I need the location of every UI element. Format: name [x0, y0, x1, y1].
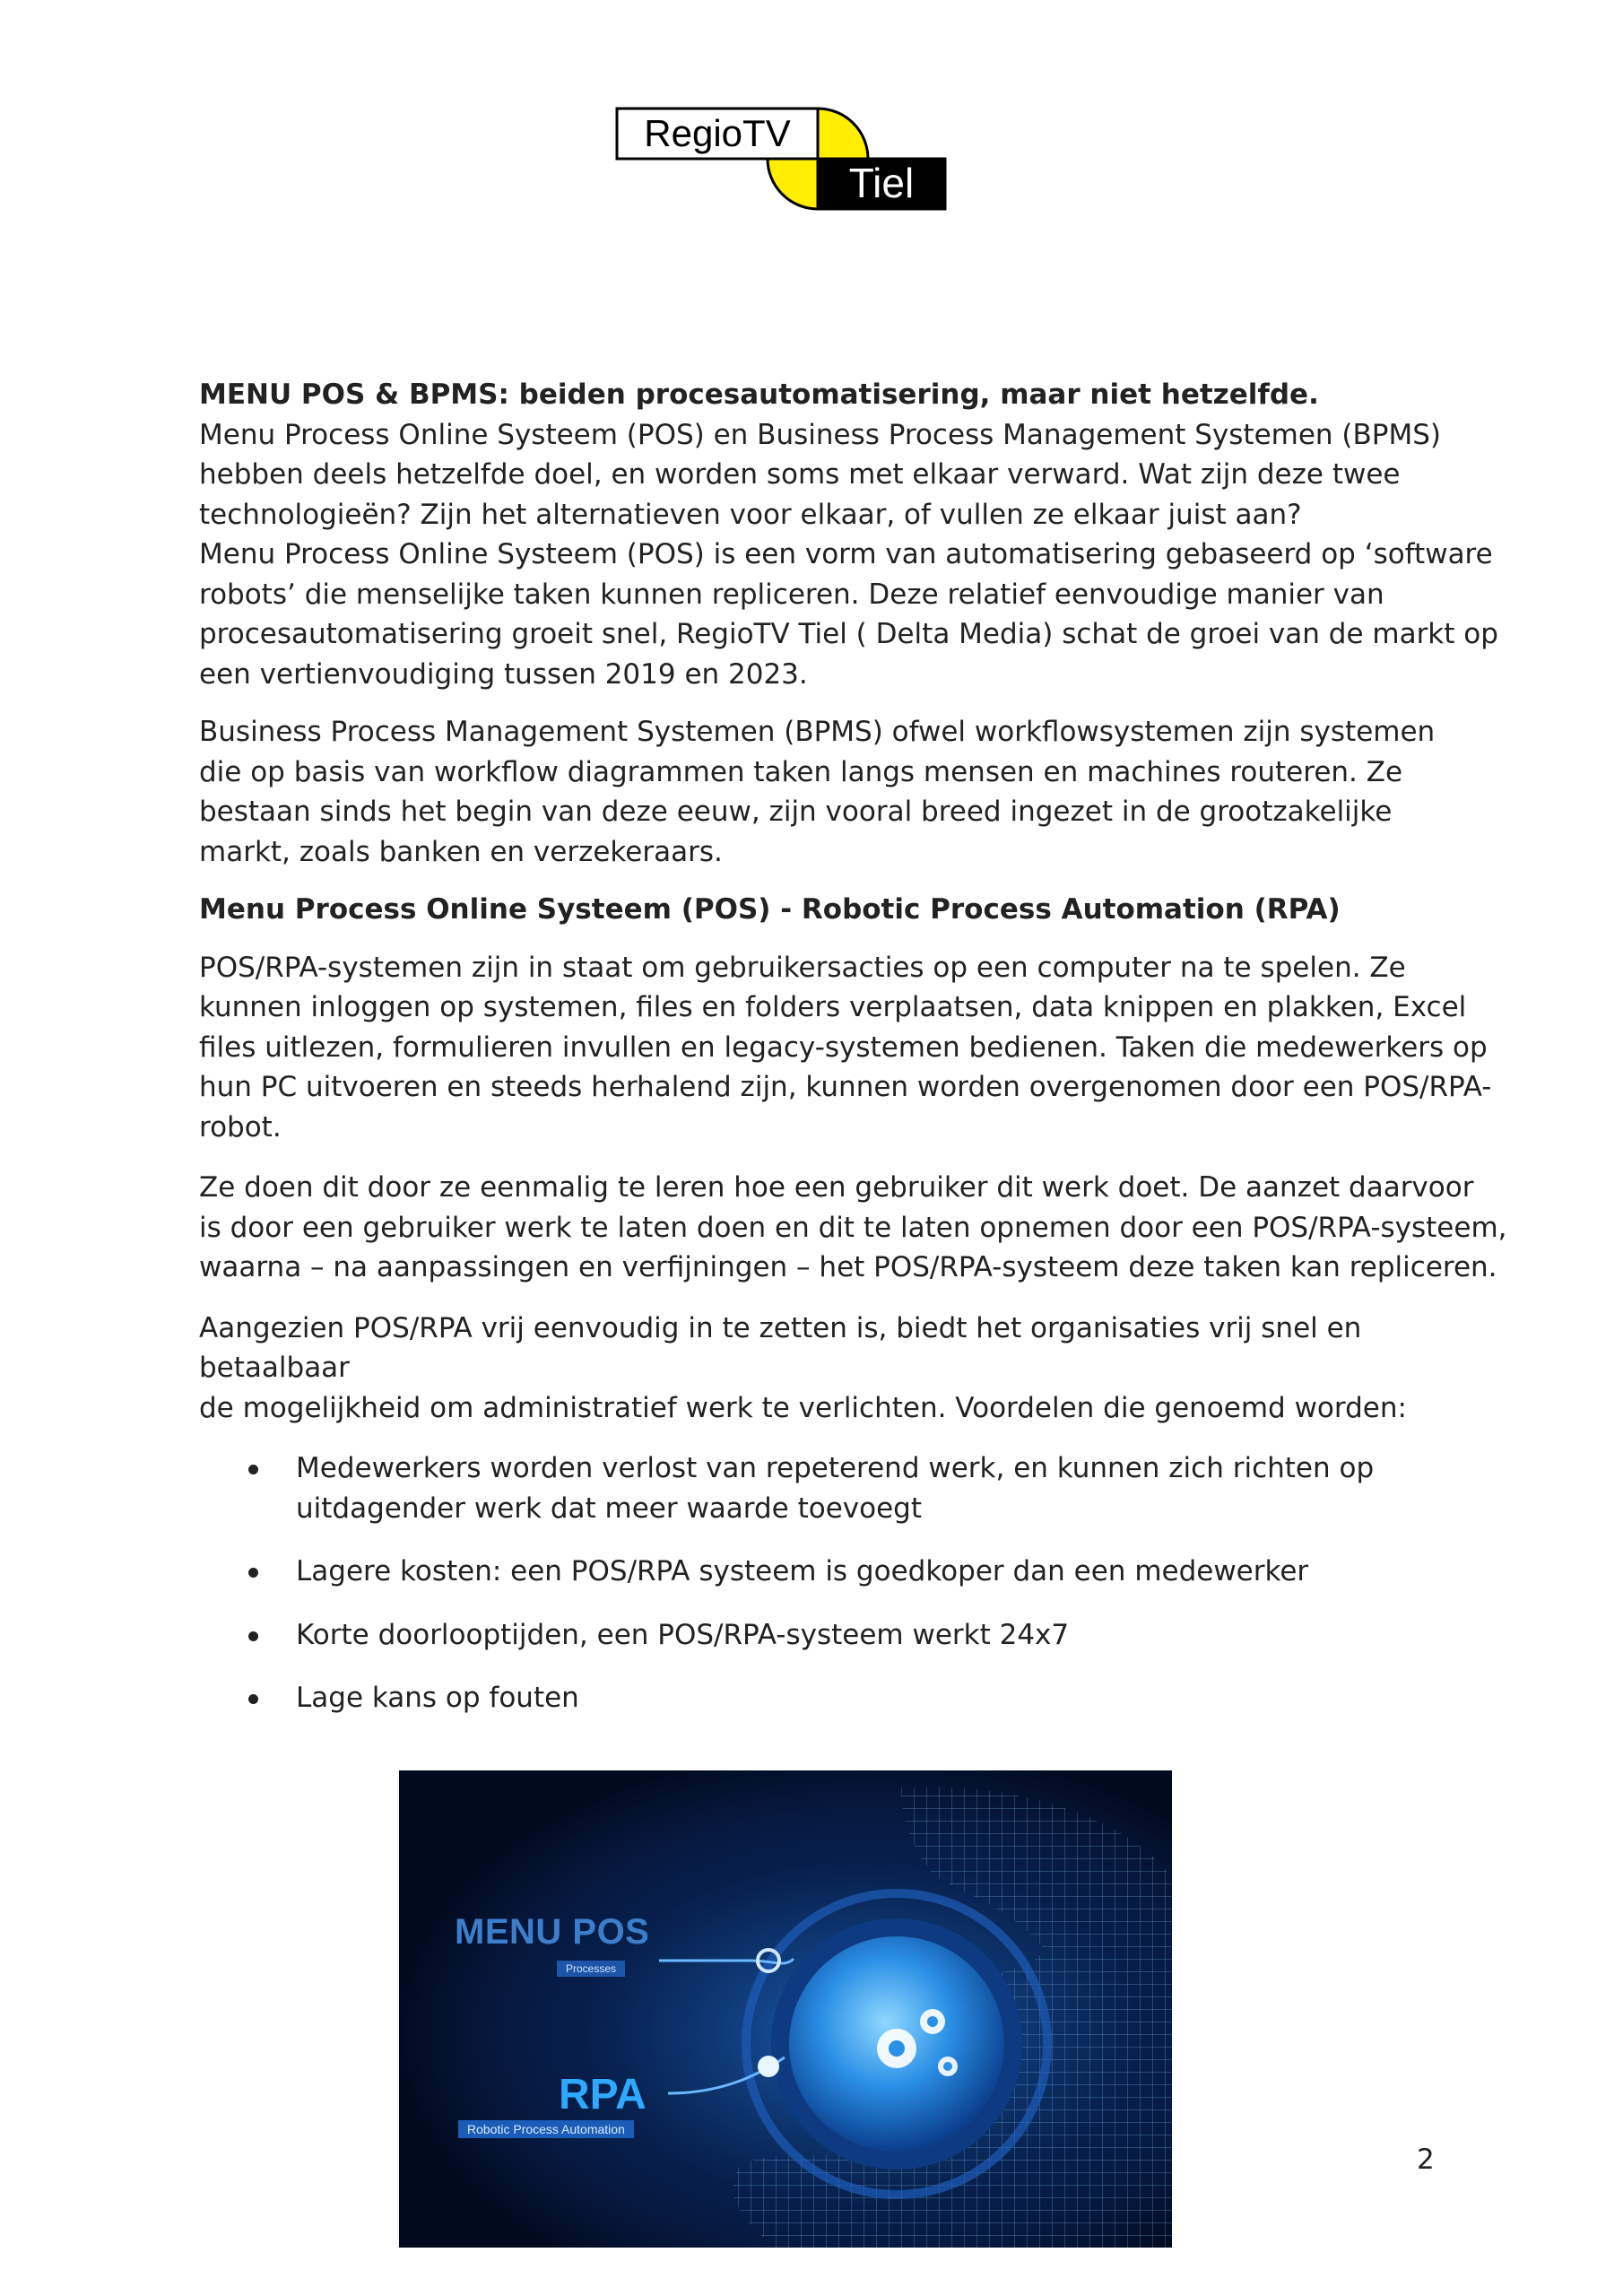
text-line: kunnen inloggen op systemen, files en folders verplaatsen, data knippen en plakken, Excel: [199, 991, 1467, 1023]
figure-title: MENU POS: [455, 1912, 650, 1952]
text-line: Lage kans op fouten: [296, 1682, 579, 1714]
regiotv-tiel-logo: [615, 107, 947, 223]
text-line: Korte doorlooptijden, een POS/RPA-systeem werkt 24x7: [296, 1618, 1070, 1651]
bullet-icon: [248, 1694, 258, 1704]
document-heading: MENU POS & BPMS: beiden procesautomatisering, maar niet hetzelfde.: [199, 378, 1319, 411]
bullet-icon: [248, 1568, 258, 1578]
paragraph-learning: [199, 1168, 1508, 1288]
text-line: hebben deels hetzelfde doel, en worden soms met elkaar verward. Wat zijn deze twee: [199, 458, 1401, 491]
logo-line1: RegioTV: [644, 112, 791, 154]
text-line: robots’ die menselijke taken kunnen repliceren. Deze relatief eenvoudige manier van: [199, 578, 1384, 611]
text-line: POS/RPA-systemen zijn in staat om gebruikersacties op een computer na te spelen. Ze: [199, 951, 1406, 984]
rpa-illustration: [399, 1770, 1172, 2248]
list-item: [199, 1678, 1508, 1718]
bullet-icon: [248, 1465, 258, 1474]
paragraph-bpms: [199, 712, 1508, 872]
text-line: is door een gebruiker werk te laten doen en dit te laten opnemen door een POS/RPA-systeem,: [199, 1211, 1507, 1244]
text-line: markt, zoals banken en verzekeraars.: [199, 835, 723, 868]
text-line: Business Process Management Systemen (BPMS) ofwel workflowsystemen zijn systemen: [199, 716, 1436, 748]
text-line: een vertienvoudiging tussen 2019 en 2023.: [199, 657, 808, 691]
text-line: procesautomatisering groeit snel, RegioTV Tiel ( Delta Media) schat de groei van de markt op: [199, 618, 1498, 650]
subheading: Menu Process Online Systeem (POS) - Robotic Process Automation (RPA): [199, 893, 1341, 926]
text-line: uitdagender werk dat meer waarde toevoegt: [296, 1492, 922, 1525]
figure-rpa-label: RPA: [559, 2071, 647, 2118]
text-line: die op basis van workflow diagrammen taken langs mensen en machines routeren. Ze: [199, 755, 1403, 788]
logo-line2: Tiel: [848, 160, 915, 206]
figure-title-sub: Processes: [557, 1961, 625, 1977]
text-line: bestaan sinds het begin van deze eeuw, zijn vooral breed ingezet in de grootzakelijke: [199, 796, 1393, 828]
text-line: de mogelijkheid om administratief werk te verlichten. Voordelen die genoemd worden:: [199, 1391, 1407, 1424]
text-line: Aangezien POS/RPA vrij eenvoudig in te zetten is, biedt het organisaties vrij snel en betaalbaar: [199, 1311, 1362, 1384]
bullet-icon: [248, 1631, 258, 1641]
text-line: hun PC uitvoeren en steeds herhalend zijn, kunnen worden overgenomen door een POS/RPA-: [199, 1071, 1492, 1103]
list-item: [199, 1552, 1508, 1592]
text-line: robot.: [199, 1110, 282, 1144]
list-item: [199, 1448, 1508, 1528]
text-line: files uitlezen, formulieren invullen en legacy-systemen bedienen. Taken die medewerkers op: [199, 1031, 1488, 1064]
text-line: Lagere kosten: een POS/RPA systeem is goedkoper dan een medewerker: [296, 1555, 1309, 1587]
text-line: waarna – na aanpassingen en verfijningen – het POS/RPA-systeem deze taken kan repliceren.: [199, 1251, 1497, 1283]
text-line: technologieën? Zijn het alternatieven voor elkaar, of vullen ze elkaar juist aan?: [199, 498, 1302, 531]
paragraph-advantages: [199, 1309, 1508, 1429]
text-line: Ze doen dit door ze eenmalig te leren hoe een gebruiker dit werk doet. De aanzet daarvoor: [199, 1171, 1474, 1204]
list-item: [199, 1615, 1508, 1656]
page-number: 2: [1417, 2144, 1435, 2176]
document-body: [199, 375, 1508, 1742]
text-line: Medewerkers worden verlost van repeterend werk, en kunnen zich richten op: [296, 1452, 1375, 1484]
text-line: Menu Process Online Systeem (POS) is een vorm van automatisering gebaseerd op ‘software: [199, 538, 1493, 570]
advantages-list: [199, 1448, 1508, 1718]
paragraph-intro: [199, 415, 1508, 695]
paragraph-rpa-systems: [199, 948, 1508, 1148]
text-line: Menu Process Online Systeem (POS) en Business Process Management Systemen (BPMS): [199, 418, 1441, 451]
figure-rpa-sub: Robotic Process Automation: [458, 2120, 634, 2138]
